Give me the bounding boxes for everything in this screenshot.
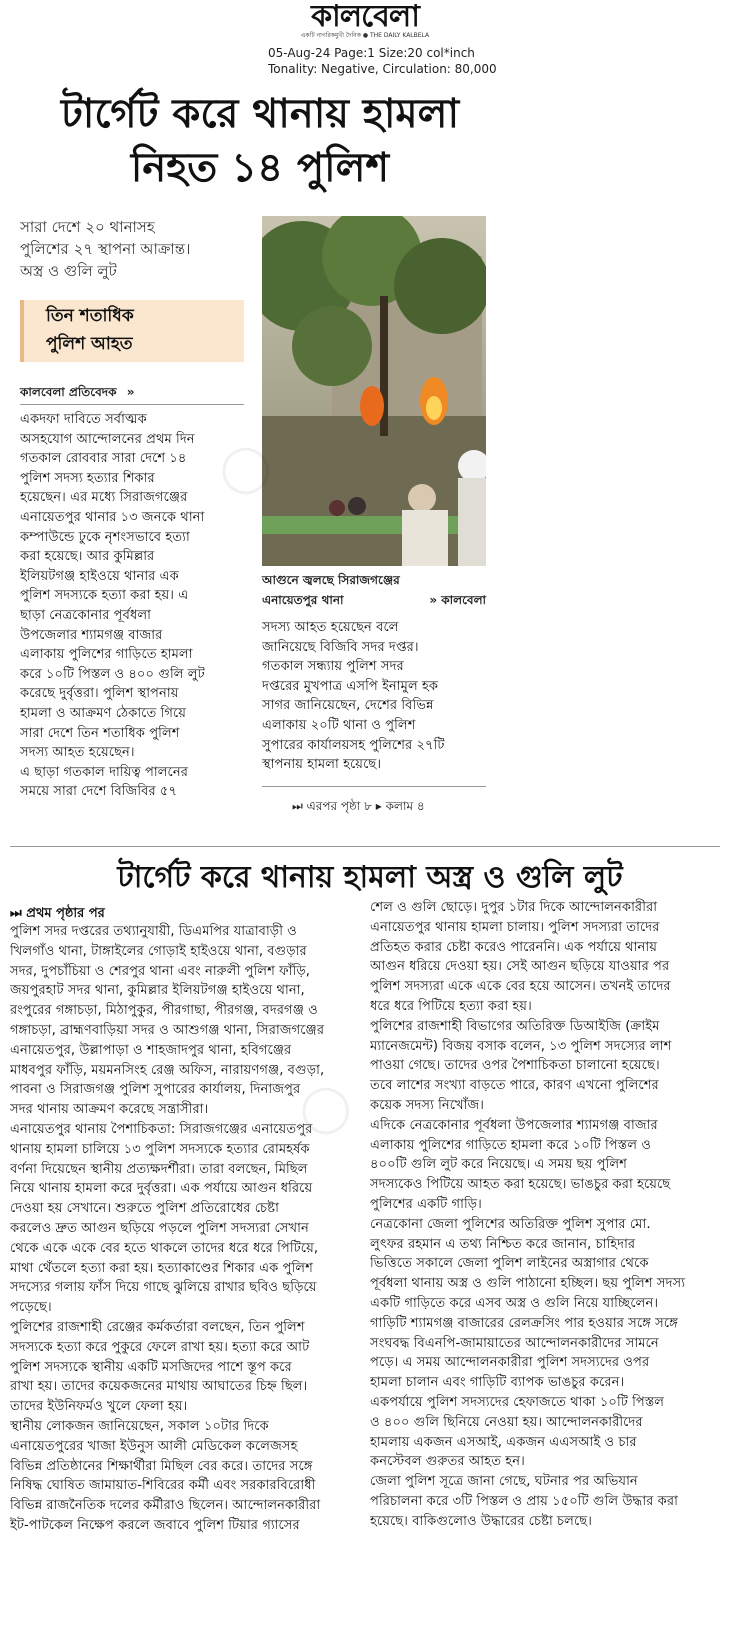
body-text-line: এনায়েতপুর থানায় হামলা চালায়। পুলিশ সদস্যরা তাদের [370,919,660,935]
body-text-line: পাওয়া গেছে। তাদের ওপর পৈশাচিকতা চালানো হয়েছে। [370,1058,660,1074]
body-text-line: হয়েছে। বাকিগুলোও উদ্ধারের চেষ্টা চলছে। [370,1513,593,1529]
jump-divider [262,786,486,787]
lead-text-line: হামলা ও আক্রমণ ঠেকাতে গিয়ে [20,705,187,721]
reporter-byline [20,384,134,404]
body-text-line: জেলা পুলিশ সূত্রে জানা গেছে, ঘটনার পর অভিযান [370,1474,638,1490]
body-text-line: পুলিশ সদস্যকে স্থানীয় একটি মসজিদের পাশে স্তূপ করে [10,1359,292,1375]
right-text-line: জানিয়েছে বিজিবি সদর দপ্তর। [262,639,419,655]
photo-caption-row-2 [262,592,486,612]
right-text-line: সদস্য আহত হয়েছেন বলে [262,620,399,635]
headline-line-2: নিহত ১৪ পুলিশ [130,145,390,191]
body-text-line: পুলিশ সদস্যরা একে একে বের হয়ে আসেন। তখনই তাদের [370,979,671,995]
fast-forward-icon: ⏭ [292,799,307,813]
body-text-line: সদস্যের গলায় ফাঁস দিয়ে গাছে ঝুলিয়ে রাখার ছবিও ছড়িয়ে [10,1280,317,1296]
body-text-line: জয়পুরহাট সদর থানা, কুমিল্লার ইলিয়টগঞ্জ হাইওয়ে থানা, [10,983,305,999]
body-text-line: তাদের ইউনিফর্মও খুলে ফেলা হয়। [10,1399,188,1415]
body-text-line: কনস্টেবল গুরুতর আহত হন। [370,1454,525,1470]
body-text-line: পড়েছে। [10,1300,52,1316]
chevron-right-icon: » [126,385,135,399]
kicker-line-2: পুলিশের ২৭ স্থাপনা আক্রান্ত। [20,240,191,258]
highlight-box [20,300,244,362]
body-text-line: ৪০০টি গুলি লুট করে নিয়েছে। এ সময় ছয় পুলিশ [370,1157,627,1173]
reporter-name: কালবেলা প্রতিবেদক [20,385,117,399]
body-text-line: এনায়েতপুরের খাজা ইউনুস আলী মেডিকেল কলেজসহ [10,1438,298,1454]
body-text-line: তবে লাশের সংখ্যা বাড়তে পারে, কারণ এখনো পুলিশের [370,1078,659,1094]
body-text-line: নিষিদ্ধ ঘোষিত জামায়াত-শিবিরের কর্মী এবং সরকারবিরোধী [10,1478,316,1494]
right-text-line: সাগর জানিয়েছেন, দেশের বিভিন্ন [262,698,434,714]
body-text-line: ও ৪০০ গুলি ছিনিয়ে নেওয়া হয়। আন্দোলনকারীদের [370,1414,643,1430]
continuation-left-column [10,922,356,1536]
body-text-line: খিলগাঁও থানা, টাঙ্গাইলের গোড়াই হাইওয়ে থানা, বগুড়ার [10,943,307,959]
body-text-line: প্রতিহত করার চেষ্টা করেও পারেননি। এক পর্যায়ে থানায় [370,939,658,955]
body-text-line: সংঘবদ্ধ বিএনপি-জামায়াতের আন্দোলনকারীদের সামনে [370,1335,659,1351]
lead-column [20,410,244,802]
right-text-line: স্থাপনায় হামলা হয়েছে। [262,757,382,773]
lead-text-line: করেছে দুর্বৃত্তরা। পুলিশ স্থাপনায় [20,686,179,702]
body-text-line: পুলিশের রাজশাহী রেঞ্জের কর্মকর্তারা বলছেন, তিন পুলিশ [10,1319,305,1335]
body-text-line: পড়ে। এ সময় আন্দোলনকারীরা পুলিশ সদস্যদের ওপর [370,1355,650,1371]
lead-text-line: একদফা দাবিতে সর্বাত্মক [20,412,147,427]
watermark: ◯ [300,1080,352,1134]
kicker-line-1: সারা দেশে ২০ থানাসহ [20,218,155,236]
lead-text-line: উপজেলার শ্যামগঞ্জ বাজার [20,627,163,643]
body-text-line: এলাকায় পুলিশের গাড়িতে হামলা করে ১০টি পিস্তল ও [370,1137,651,1153]
body-text-line: সদর, দুপচাঁচিয়া ও শেরপুর থানা এবং নারুলী পুলিশ ফাঁড়ি, [10,963,310,979]
body-text-line: গঙ্গাচড়া, ব্রাহ্মণবাড়িয়া সদর ও আশুগঞ্জ থানা, সিরাজগঞ্জের [10,1022,325,1038]
continuation-headline: টার্গেট করে থানায় হামলা অস্ত্র ও গুলি লুট [117,860,623,895]
kicker-line-3: অস্ত্র ও গুলি লুট [20,262,117,280]
chevron-right-icon: » [429,593,442,607]
lead-text-line: গতকাল রোববার সারা দেশে ১৪ [20,451,187,467]
lead-text-line: পুলিশ সদস্য হত্যার শিকার [20,470,155,486]
photo-caption-line-1: আগুনে জ্বলছে সিরাজগঞ্জের [262,573,400,587]
body-text-line: পূর্বধলা থানায় অস্ত্র ও গুলি পাঠানো হচ্ছিল। ছয় পুলিশ সদস্য [370,1276,686,1292]
section-divider [10,846,720,847]
body-text-line: শেল ও গুলি ছোড়ে। দুপুর ১টার দিকে আন্দোলনকারীরা [370,900,658,915]
watermark: ◯ [220,440,272,494]
body-text-line: ইট-পাটকেল নিক্ষেপ করলে জবাবে পুলিশ টিয়ার গ্যাসের [10,1517,300,1533]
body-text-line: ম্যানেজমেন্ট) বিজয় বসাক বলেন, ১৩ পুলিশ সদস্যের লাশ [370,1038,672,1054]
lead-text-line: এনায়েতপুর থানার ১৩ জনকে থানা [20,509,205,525]
photo-caption-line-2: এনায়েতপুর থানা [262,593,344,607]
news-photo [262,216,486,566]
right-column [262,618,486,775]
body-text-line: একপর্যায়ে পুলিশ সদস্যদের হেফাজতে থাকা ১০টি পিস্তল [370,1394,665,1410]
body-text-line: রাখা হয়। তাদের কয়েকজনের মাথায় আঘাতের চিহ্ন ছিল। [10,1379,308,1395]
continuation-right-column [370,898,720,1532]
lead-text-line: ইলিয়টগঞ্জ হাইওয়ে থানার এক [20,568,179,584]
lead-text-line: সারা দেশে তিন শতাধিক পুলিশ [20,725,180,741]
lead-text-line: সদস্য আহত হয়েছেন। [20,745,135,761]
fast-forward-icon: ⏭ [10,906,27,921]
body-text-line: রংপুরের গঙ্গাচড়া, মিঠাপুকুর, পীরগাছা, পীরগঞ্জ, বদরগঞ্জ ও [10,1003,318,1019]
right-text-line: সুপারের কার্যালয়সহ পুলিশের ২৭টি [262,737,445,753]
body-text-line: পুলিশ সদর দপ্তরের তথ্যানুযায়ী, ডিএমপির যাত্রাবাড়ী ও [10,924,297,939]
jump-text: এরপর পৃষ্ঠা ৮ ▸ কলাম ৪ [306,799,425,813]
lead-text-line: ছাড়া নেত্রকোনার পূর্বধলা [20,607,151,623]
body-text-line: আগুন ধরিয়ে দেওয়া হয়। সেই আগুন ছড়িয়ে যাওয়ার পর [370,959,670,975]
body-text-line: লুৎফর রহমান এ তথ্য নিশ্চিত করে জানান, চাহিদার [370,1236,636,1252]
body-text-line: দেওয়া হয় সেখানে। শুরুতে পুলিশ প্রতিরোধের চেষ্টা [10,1201,279,1217]
body-text-line: সদস্যকেও পিটিয়ে আহত করা হয়েছে। ভাঙচুর করা হয়েছে [370,1177,671,1193]
headline-line-1: টার্গেট করে থানায় হামলা [60,91,460,137]
body-text-line: বর্ণনা দিয়েছেন স্থানীয় প্রত্যক্ষদর্শীরা। তারা বলছেন, মিছিল [10,1161,308,1177]
body-text-line: হামলায় একজন এসআই, একজন এএসআই ও চার [370,1434,637,1450]
body-text-line: হামলা চালান এবং গাড়িটি ব্যাপক ভাঙচুর করেন। [370,1375,625,1391]
newspaper-logo: কালবেলা [311,0,419,34]
body-text-line: কয়েক সদস্য নিখোঁজ। [370,1097,485,1113]
photo-caption-row-1 [262,572,486,592]
body-text-line: থেকে একে একে বের হতে থাকলে তাদের ধরে ধরে পিটিয়ে, [10,1240,319,1256]
body-text-line: নেত্রকোনা জেলা পুলিশের অতিরিক্ত পুলিশ সুপার মো. [370,1216,651,1232]
newspaper-tagline: একটি নাগরিকমুখী দৈনিক ● THE DAILY KALBELA [300,32,430,39]
body-text-line: করলেও দ্রুত আগুন ছড়িয়ে পড়লে পুলিশ সদস্যরা সেখান [10,1220,309,1236]
right-text-line: গতকাল সন্ধ্যায় পুলিশ সদর [262,659,404,675]
lead-text-line: এ ছাড়া গতকাল দায়িত্ব পালনের [20,764,188,780]
kicker [20,216,250,282]
body-text-line: মাধবপুর ফাঁড়ি, ময়মনসিংহ রেঞ্জ অফিস, নারায়ণগঞ্জ, বগুড়া, [10,1062,325,1078]
lead-text-line: এলাকায় পুলিশের গাড়িতে হামলা [20,647,193,663]
body-text-line: সদস্যকে হত্যা করে পুকুরে ফেলে রাখা হয়। হত্যা করে আট [10,1339,310,1355]
body-text-line: মাথা থেঁতলে হত্যা করা হয়। হত্যাকাণ্ডের শিকার এক পুলিশ [10,1260,313,1276]
body-text-line: এনায়েতপুর, উল্লাপাড়া ও শাহজাদপুর থানা, হবিগঞ্জের [10,1042,292,1058]
lead-text-line: অসহযোগ আন্দোলনের প্রথম দিন [20,431,195,447]
clipping-meta-line-2: Tonality: Negative, Circulation: 80,000 [268,62,497,76]
body-text-line: সদর থানায় আক্রমণ করেছে সন্ত্রাসীরা। [10,1102,209,1118]
lead-text-line: করে ১০টি পিস্তল ও ৪০০ গুলি লুট [20,666,205,682]
right-text-line: দপ্তরের মুখপাত্র এসপি ইনামুল হক [262,678,439,694]
lead-text-line: পুলিশ সদস্যকে হত্যা করা হয়। এ [20,588,189,604]
body-text-line: ধরে ধরে পিটিয়ে হত্যা করা হয়। [370,998,532,1014]
lead-text-line: সময়ে সারা দেশে বিজিবির ৫৭ [20,784,178,800]
body-text-line: পাবনা ও সিরাজগঞ্জ পুলিশ সুপারের কার্যালয়, দিনাজপুর [10,1082,301,1098]
body-text-line: বিভিন্ন প্রতিষ্ঠানের শিক্ষার্থীরা মিছিল বের করে। তাদের সঙ্গে [10,1458,313,1474]
body-text-line: গাড়িটি শ্যামগঞ্জ বাজারের রেলক্রসিং পার হওয়ার সঙ্গে সঙ্গে [370,1315,678,1331]
body-text-line: পরিচালনা করে ৩টি পিস্তল ও প্রায় ১৫০টি গুলি উদ্ধার করা [370,1493,678,1509]
body-text-line: পুলিশের রাজশাহী বিভাগের অতিরিক্ত ডিআইজি (ক্রাইম [370,1018,660,1034]
body-text-line: এদিকে নেত্রকোনার পূর্বধলা উপজেলার শ্যামগঞ্জ বাজার [370,1117,658,1133]
body-text-line: পুলিশের একটি গাড়ি। [370,1196,482,1212]
highlight-line-1: তিন শতাধিক [46,306,134,326]
lead-text-line: কম্পাউন্ডে ঢুকে নৃশংসভাবে হত্যা [20,529,190,545]
jump-line [292,798,425,818]
right-text-line: এলাকায় ২০টি থানা ও পুলিশ [262,717,416,733]
body-text-line: এনায়েতপুর থানায় পৈশাচিকতা: সিরাজগঞ্জের এনায়েতপুর [10,1121,313,1137]
byline-divider [20,404,244,405]
body-text-line: থানায় হামলা চালিয়ে ১৩ পুলিশ সদস্যকে হত্যার রোমহর্ষক [10,1141,310,1157]
body-text-line: ভিত্তিতে সকালে জেলা পুলিশ লাইনের অস্ত্রাগার থেকে [370,1256,649,1272]
lead-text-line: হয়েছেন। এর মধ্যে সিরাজগঞ্জের [20,490,188,506]
photo-credit-text: কালবেলা [441,593,486,607]
body-text-line: স্থানীয় লোকজন জানিয়েছেন, সকাল ১০টার দিকে [10,1418,269,1434]
body-text-line: নিয়ে থানায় হামলা করে দুর্বৃত্তরা। এক পর্যায়ে আগুন ধরিয়ে [10,1181,313,1197]
body-text-line: একটি গাড়িতে করে এসব অস্ত্র ও গুলি নিয়ে যাচ্ছিলেন। [370,1295,659,1311]
fire-scene-image [262,216,486,566]
highlight-line-2: পুলিশ আহত [46,334,133,354]
clipping-meta-line-1: 05-Aug-24 Page:1 Size:20 col*inch [268,46,475,60]
continued-from-text: প্রথম পৃষ্ঠার পর [26,906,105,921]
body-text-line: বিভিন্ন রাজনৈতিক দলের কর্মীরাও ছিলেন। আন্দোলনকারীরা [10,1498,321,1514]
photo-credit [429,592,486,612]
lead-text-line: করা হয়েছে। আর কুমিল্লার [20,549,155,565]
